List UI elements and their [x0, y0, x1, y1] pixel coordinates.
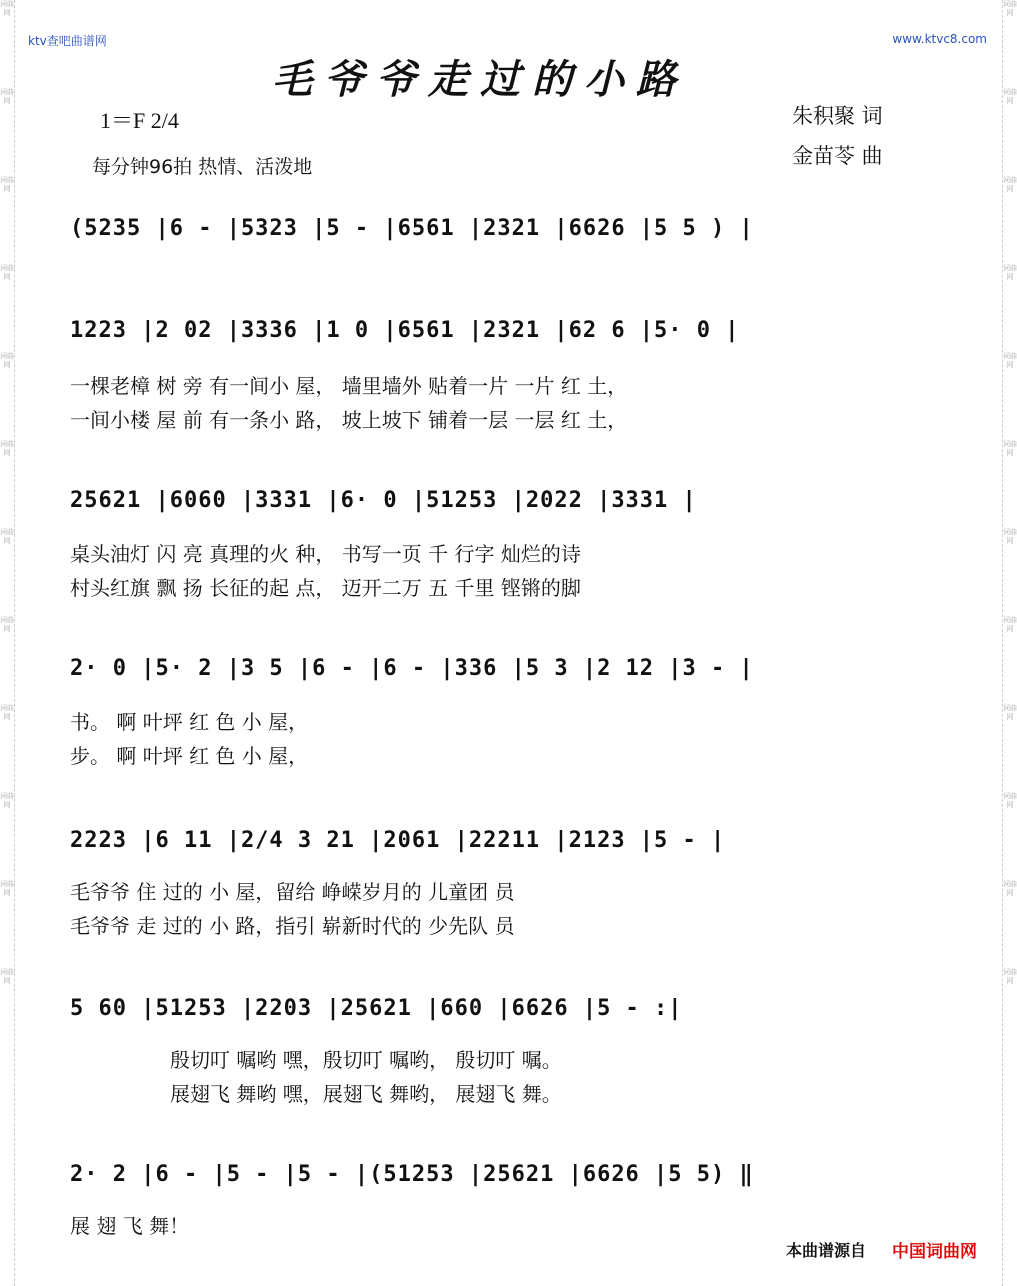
watermark-column-left: 词曲网 词曲网 词曲网 词曲网 词曲网 词曲网 词曲网 词曲网 词曲网 词曲网 词曲网 词曲网	[0, 0, 15, 1286]
watermark-column-right: 词曲网 词曲网 词曲网 词曲网 词曲网 词曲网 词曲网 词曲网 词曲网 词曲网 词曲网 词曲网	[1002, 0, 1017, 1286]
score-line-6-lyric-verse-2: 展翅飞 舞哟 嘿，展翅飞 舞哟， 展翅飞 舞。	[170, 1082, 562, 1106]
source-site-link[interactable]: 中国词曲网	[892, 1242, 977, 1262]
score-line-2-lyric-verse-1: 一棵老樟 树 旁 有一间小 屋， 墙里墙外 贴着一片 一片 红 土，	[70, 374, 628, 398]
score-line-2-notes: 1223 |2 02 |3336 |1 0 |6561 |2321 |62 6 |5· 0 |	[70, 318, 740, 343]
source-label: 本曲谱源自	[786, 1241, 867, 1260]
lyricist-credit: 朱积聚 词	[792, 104, 883, 128]
key-signature: 1＝F 2/4	[100, 108, 179, 133]
score-line-7-lyric: 展 翅 飞 舞！	[70, 1214, 190, 1238]
score-line-7-notes: 2· 2 |6 - |5 - |5 - |(51253 |25621 |6626 |5 5) ‖	[70, 1162, 754, 1187]
tempo-marking: 每分钟96拍 热情、活泼地	[92, 156, 313, 178]
site-url-right[interactable]: www.ktvc8.com	[892, 32, 987, 46]
score-line-5-lyric-verse-1: 毛爷爷 住 过的 小 屋，留给 峥嵘岁月的 儿童团 员	[70, 880, 515, 904]
score-line-5-notes: 2223 |6 11 |2/4 3 21 |2061 |22211 |2123 |5 - |	[70, 828, 726, 853]
composer-credit: 金苗苓 曲	[792, 144, 883, 168]
score-line-4-lyric-verse-1: 书。 啊 叶坪 红 色 小 屋，	[70, 710, 309, 734]
score-line-1-notes: (5235 |6 - |5323 |5 - |6561 |2321 |6626 |5 5 ) |	[70, 216, 754, 241]
score-line-6-notes: 5 60 |51253 |2203 |25621 |660 |6626 |5 - :|	[70, 996, 683, 1021]
score-line-5-lyric-verse-2: 毛爷爷 走 过的 小 路，指引 崭新时代的 少先队 员	[70, 914, 515, 938]
score-line-6-lyric-verse-1: 殷切叮 嘱哟 嘿，殷切叮 嘱哟， 殷切叮 嘱。	[170, 1048, 562, 1072]
score-line-3-lyric-verse-1: 桌头油灯 闪 亮 真理的火 种， 书写一页 千 行字 灿烂的诗	[70, 542, 581, 566]
score-line-4-lyric-verse-2: 步。 啊 叶坪 红 色 小 屋，	[70, 744, 309, 768]
song-title: 毛爷爷走过的小路	[272, 56, 688, 103]
score-line-3-lyric-verse-2: 村头红旗 飘 扬 长征的起 点， 迈开二万 五 千里 铿锵的脚	[70, 576, 581, 600]
score-line-3-notes: 25621 |6060 |3331 |6· 0 |51253 |2022 |3331 |	[70, 488, 697, 513]
score-line-4-notes: 2· 0 |5· 2 |3 5 |6 - |6 - |336 |5 3 |2 12 |3 - |	[70, 656, 754, 681]
site-name-left[interactable]: ktv查吧曲谱网	[28, 34, 107, 48]
score-line-2-lyric-verse-2: 一间小楼 屋 前 有一条小 路， 坡上坡下 铺着一层 一层 红 土，	[70, 408, 628, 432]
